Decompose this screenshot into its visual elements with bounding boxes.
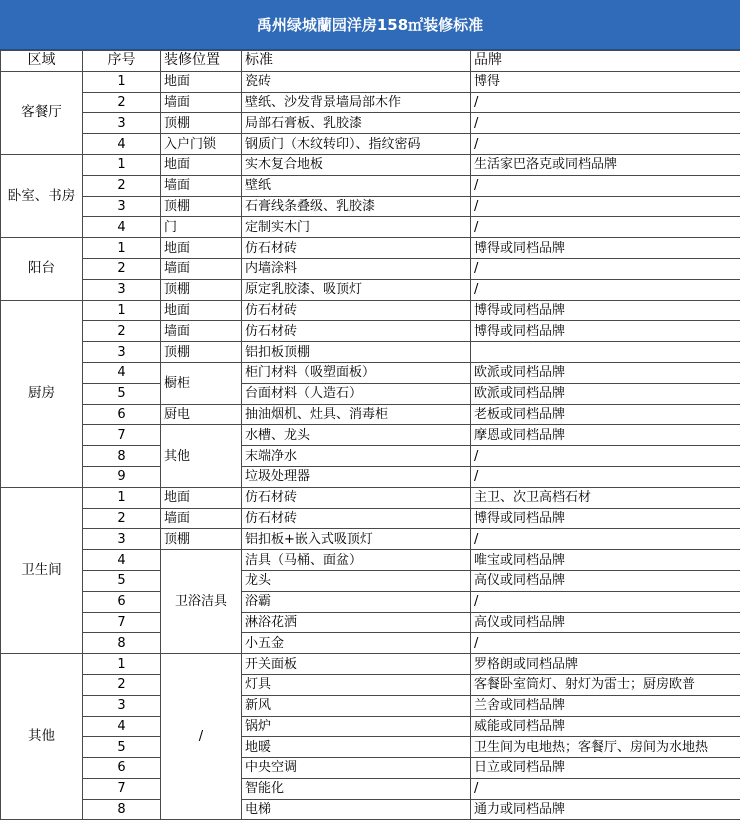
position-cell: 卫浴洁具 xyxy=(161,550,242,654)
brand-cell: / xyxy=(471,113,740,134)
brand-cell: / xyxy=(471,466,740,487)
standard-cell: 仿石材砖 xyxy=(242,238,471,259)
table-row xyxy=(1,550,740,571)
number-cell: 1 xyxy=(83,154,161,175)
decoration-standard-table xyxy=(0,50,740,820)
number-cell: 4 xyxy=(83,716,161,737)
standard-cell: 洁具（马桶、面盆） xyxy=(242,550,471,571)
position-cell: 入户门锁 xyxy=(161,134,242,155)
table-row xyxy=(1,446,740,467)
header-number: 序号 xyxy=(83,51,161,72)
standard-cell: 仿石材砖 xyxy=(242,321,471,342)
region-cell: 卫生间 xyxy=(1,487,83,653)
number-cell: 3 xyxy=(83,529,161,550)
table-row xyxy=(1,425,740,446)
brand-cell: 欧派或同档品牌 xyxy=(471,383,740,404)
standard-cell: 垃圾处理器 xyxy=(242,466,471,487)
region-cell: 厨房 xyxy=(1,300,83,487)
brand-cell: / xyxy=(471,196,740,217)
table-row xyxy=(1,154,740,175)
standard-cell: 台面材料（人造石） xyxy=(242,383,471,404)
table-row xyxy=(1,466,740,487)
position-cell: 墙面 xyxy=(161,258,242,279)
brand-cell: 通力或同档品牌 xyxy=(471,799,740,820)
position-cell: 地面 xyxy=(161,487,242,508)
brand-cell: 高仪或同档品牌 xyxy=(471,612,740,633)
table-row xyxy=(1,570,740,591)
table-row xyxy=(1,633,740,654)
brand-cell: 日立或同档品牌 xyxy=(471,758,740,779)
table-row xyxy=(1,695,740,716)
number-cell: 2 xyxy=(83,92,161,113)
standard-cell: 新风 xyxy=(242,695,471,716)
table-row xyxy=(1,279,740,300)
number-cell: 3 xyxy=(83,279,161,300)
table-row xyxy=(1,737,740,758)
brand-cell xyxy=(471,342,740,363)
standard-cell: 壁纸、沙发背景墙局部木作 xyxy=(242,92,471,113)
table-row xyxy=(1,508,740,529)
table-row xyxy=(1,71,740,92)
number-cell: 5 xyxy=(83,383,161,404)
brand-cell: 博得 xyxy=(471,71,740,92)
table-row xyxy=(1,654,740,675)
header-brand: 品牌 xyxy=(471,51,740,72)
table-row xyxy=(1,799,740,820)
position-cell: 橱柜 xyxy=(161,362,242,404)
table-row xyxy=(1,321,740,342)
number-cell: 2 xyxy=(83,674,161,695)
brand-cell: / xyxy=(471,134,740,155)
number-cell: 1 xyxy=(83,238,161,259)
region-cell: 客餐厅 xyxy=(1,71,83,154)
table-row xyxy=(1,674,740,695)
number-cell: 4 xyxy=(83,550,161,571)
standard-cell: 局部石膏板、乳胶漆 xyxy=(242,113,471,134)
standard-cell: 原定乳胶漆、吸顶灯 xyxy=(242,279,471,300)
standard-cell: 智能化 xyxy=(242,778,471,799)
position-cell: 墙面 xyxy=(161,175,242,196)
table-row xyxy=(1,362,740,383)
header-position: 装修位置 xyxy=(161,51,242,72)
standard-cell: 仿石材砖 xyxy=(242,300,471,321)
number-cell: 3 xyxy=(83,113,161,134)
region-cell: 其他 xyxy=(1,654,83,820)
number-cell: 3 xyxy=(83,695,161,716)
brand-cell: 客餐卧室筒灯、射灯为雷士；厨房欧普 xyxy=(471,674,740,695)
standard-cell: 电梯 xyxy=(242,799,471,820)
table-row xyxy=(1,175,740,196)
brand-cell: 老板或同档品牌 xyxy=(471,404,740,425)
brand-cell: / xyxy=(471,217,740,238)
brand-cell: / xyxy=(471,778,740,799)
header-row xyxy=(1,51,740,72)
standard-cell: 末端净水 xyxy=(242,446,471,467)
number-cell: 1 xyxy=(83,487,161,508)
number-cell: 5 xyxy=(83,737,161,758)
number-cell: 5 xyxy=(83,570,161,591)
brand-cell: 兰舍或同档品牌 xyxy=(471,695,740,716)
position-cell: 门 xyxy=(161,217,242,238)
standard-cell: 灯具 xyxy=(242,674,471,695)
number-cell: 4 xyxy=(83,217,161,238)
brand-cell: 罗格朗或同档品牌 xyxy=(471,654,740,675)
table-row xyxy=(1,778,740,799)
standard-cell: 水槽、龙头 xyxy=(242,425,471,446)
number-cell: 1 xyxy=(83,71,161,92)
region-cell: 阳台 xyxy=(1,238,83,300)
position-cell: 顶棚 xyxy=(161,342,242,363)
standard-cell: 开关面板 xyxy=(242,654,471,675)
number-cell: 8 xyxy=(83,633,161,654)
standard-cell: 定制实木门 xyxy=(242,217,471,238)
brand-cell: 卫生间为电地热；客餐厅、房间为水地热 xyxy=(471,737,740,758)
position-cell: 顶棚 xyxy=(161,529,242,550)
region-cell: 卧室、书房 xyxy=(1,154,83,237)
number-cell: 9 xyxy=(83,466,161,487)
table-row xyxy=(1,134,740,155)
table-row xyxy=(1,92,740,113)
number-cell: 1 xyxy=(83,300,161,321)
brand-cell: / xyxy=(471,279,740,300)
standard-cell: 柜门材料（吸塑面板） xyxy=(242,362,471,383)
brand-cell: 威能或同档品牌 xyxy=(471,716,740,737)
brand-cell: 博得或同档品牌 xyxy=(471,238,740,259)
number-cell: 1 xyxy=(83,654,161,675)
brand-cell: 欧派或同档品牌 xyxy=(471,362,740,383)
table-row xyxy=(1,758,740,779)
number-cell: 2 xyxy=(83,508,161,529)
number-cell: 3 xyxy=(83,342,161,363)
standard-cell: 淋浴花洒 xyxy=(242,612,471,633)
position-cell: 墙面 xyxy=(161,92,242,113)
number-cell: 2 xyxy=(83,175,161,196)
standard-cell: 小五金 xyxy=(242,633,471,654)
position-cell: 墙面 xyxy=(161,321,242,342)
standard-cell: 石膏线条叠级、乳胶漆 xyxy=(242,196,471,217)
brand-cell: 摩恩或同档品牌 xyxy=(471,425,740,446)
header-region: 区域 xyxy=(1,51,83,72)
position-cell: 墙面 xyxy=(161,508,242,529)
brand-cell: 唯宝或同档品牌 xyxy=(471,550,740,571)
position-cell: 顶棚 xyxy=(161,113,242,134)
standard-cell: 铝扣板+嵌入式吸顶灯 xyxy=(242,529,471,550)
position-cell: 地面 xyxy=(161,300,242,321)
brand-cell: 生活家巴洛克或同档品牌 xyxy=(471,154,740,175)
table-row xyxy=(1,487,740,508)
table-row xyxy=(1,196,740,217)
number-cell: 6 xyxy=(83,404,161,425)
number-cell: 8 xyxy=(83,799,161,820)
brand-cell: / xyxy=(471,258,740,279)
number-cell: 6 xyxy=(83,591,161,612)
brand-cell: / xyxy=(471,633,740,654)
number-cell: 3 xyxy=(83,196,161,217)
header-standard: 标准 xyxy=(242,51,471,72)
position-cell: 地面 xyxy=(161,238,242,259)
table-row xyxy=(1,529,740,550)
brand-cell: 博得或同档品牌 xyxy=(471,300,740,321)
standard-cell: 壁纸 xyxy=(242,175,471,196)
standard-cell: 浴霸 xyxy=(242,591,471,612)
standard-cell: 仿石材砖 xyxy=(242,508,471,529)
brand-cell: 高仪或同档品牌 xyxy=(471,570,740,591)
position-cell: 其他 xyxy=(161,425,242,487)
number-cell: 6 xyxy=(83,758,161,779)
brand-cell: / xyxy=(471,92,740,113)
brand-cell: 主卫、次卫高档石材 xyxy=(471,487,740,508)
number-cell: 7 xyxy=(83,778,161,799)
standard-cell: 龙头 xyxy=(242,570,471,591)
standard-cell: 实木复合地板 xyxy=(242,154,471,175)
number-cell: 7 xyxy=(83,425,161,446)
position-cell: 顶棚 xyxy=(161,279,242,300)
position-cell: 地面 xyxy=(161,71,242,92)
number-cell: 2 xyxy=(83,258,161,279)
standard-cell: 地暖 xyxy=(242,737,471,758)
position-cell: 顶棚 xyxy=(161,196,242,217)
standard-cell: 抽油烟机、灶具、消毒柜 xyxy=(242,404,471,425)
number-cell: 8 xyxy=(83,446,161,467)
number-cell: 4 xyxy=(83,134,161,155)
standard-cell: 中央空调 xyxy=(242,758,471,779)
standard-cell: 仿石材砖 xyxy=(242,487,471,508)
table-row xyxy=(1,716,740,737)
number-cell: 4 xyxy=(83,362,161,383)
table-row xyxy=(1,217,740,238)
standard-cell: 钢质门（木纹转印）、指纹密码 xyxy=(242,134,471,155)
brand-cell: 博得或同档品牌 xyxy=(471,321,740,342)
standard-cell: 瓷砖 xyxy=(242,71,471,92)
table-row xyxy=(1,342,740,363)
table-row xyxy=(1,591,740,612)
standard-cell: 锅炉 xyxy=(242,716,471,737)
position-cell: 厨电 xyxy=(161,404,242,425)
table-row xyxy=(1,383,740,404)
brand-cell: / xyxy=(471,175,740,196)
brand-cell: 博得或同档品牌 xyxy=(471,508,740,529)
table-row xyxy=(1,258,740,279)
brand-cell: / xyxy=(471,591,740,612)
sheet-title: 禹州绿城蘭园洋房158㎡装修标准 xyxy=(0,0,740,50)
table-body xyxy=(1,71,740,820)
table-row xyxy=(1,612,740,633)
standard-cell: 铝扣板顶棚 xyxy=(242,342,471,363)
position-cell: 地面 xyxy=(161,154,242,175)
table-row xyxy=(1,113,740,134)
table-row xyxy=(1,300,740,321)
position-cell: / xyxy=(161,654,242,820)
table-row xyxy=(1,404,740,425)
number-cell: 7 xyxy=(83,612,161,633)
brand-cell: / xyxy=(471,529,740,550)
standard-cell: 内墙涂料 xyxy=(242,258,471,279)
table-row xyxy=(1,238,740,259)
number-cell: 2 xyxy=(83,321,161,342)
brand-cell: / xyxy=(471,446,740,467)
